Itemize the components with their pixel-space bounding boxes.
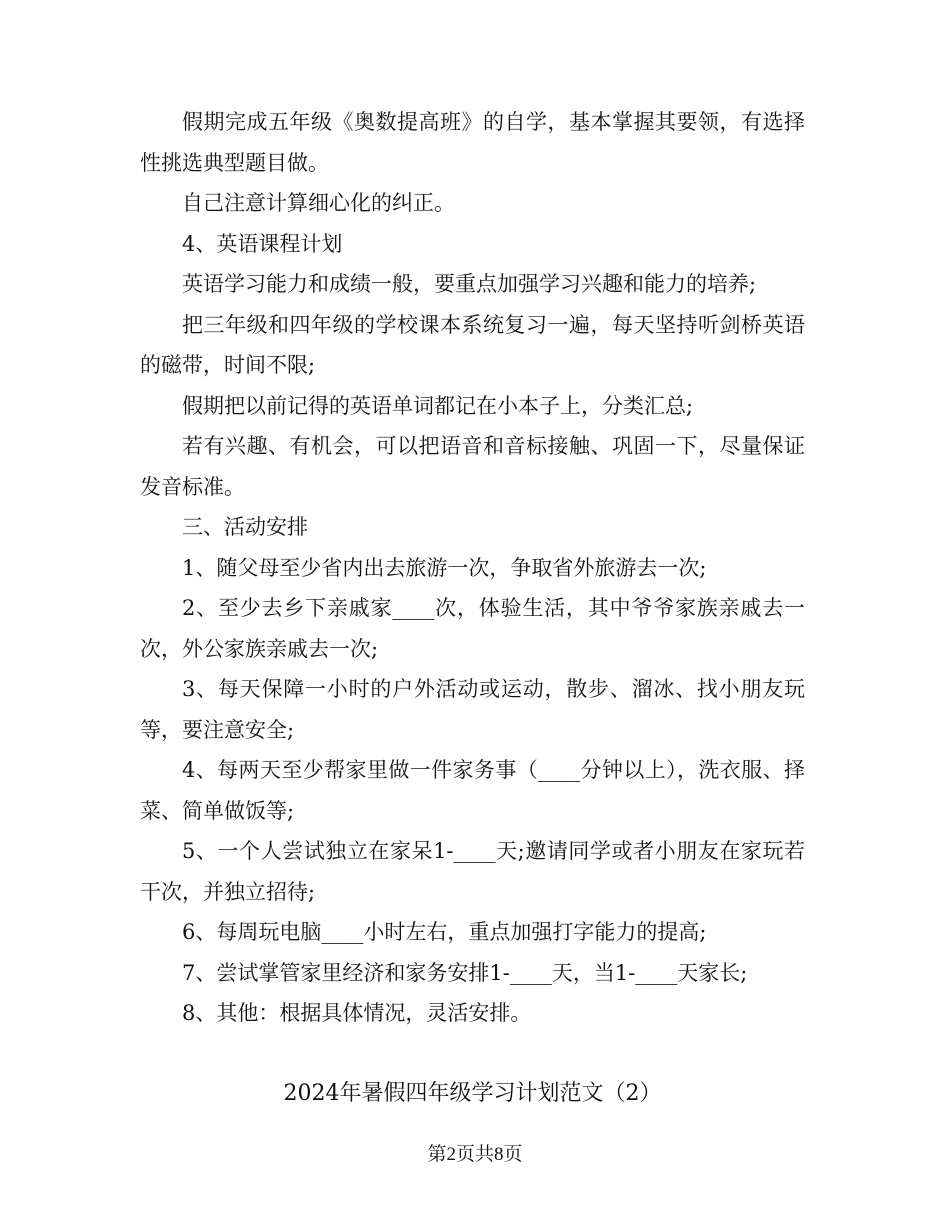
section-heading: 4、英语课程计划 [182, 231, 343, 256]
page-number-footer: 第2页共8页 [427, 1144, 523, 1165]
paragraph: 假期完成五年级《奥数提高班》的自学，基本掌握其要领，有选择性挑选典型题目做。 [140, 110, 805, 175]
list-item: 3、每天保障一小时的户外活动或运动，散步、溜冰、找小朋友玩等，要注意安全; [140, 677, 805, 742]
next-section-title: 2024年暑假四年级学习计划范文（2） [283, 1081, 662, 1106]
list-item: 4、每两天至少帮家里做一件家务事（____分钟以上），洗衣服、择菜、简单做饭等; [140, 758, 805, 823]
paragraph: 自己注意计算细心化的纠正。 [182, 191, 455, 215]
paragraph: 英语学习能力和成绩一般，要重点加强学习兴趣和能力的培养; [182, 272, 757, 296]
list-item: 2、至少去乡下亲戚家____次，体验生活，其中爷爷家族亲戚去一次，外公家族亲戚去一次; [140, 596, 805, 661]
list-item: 8、其他：根据具体情况，灵活安排。 [182, 1001, 532, 1025]
list-item: 5、一个人尝试独立在家呆1-____天;邀请同学或者小朋友在家玩若干次，并独立招待; [140, 839, 805, 904]
document-body [140, 102, 805, 1034]
section-heading: 三、活动安排 [182, 515, 308, 539]
list-item: 7、尝试掌管家里经济和家务安排1-____天，当1-____天家长; [182, 960, 748, 985]
paragraph: 把三年级和四年级的学校课本系统复习一遍，每天坚持听剑桥英语的磁带，时间不限; [140, 312, 805, 377]
list-item: 6、每周玩电脑____小时左右，重点加强打字能力的提高; [182, 920, 707, 944]
paragraph: 假期把以前记得的英语单词都记在小本子上，分类汇总; [182, 393, 694, 418]
list-item: 1、随父母至少省内出去旅游一次，争取省外旅游去一次; [182, 555, 707, 580]
paragraph: 若有兴趣、有机会，可以把语音和音标接触、巩固一下，尽量保证发音标准。 [140, 434, 805, 499]
